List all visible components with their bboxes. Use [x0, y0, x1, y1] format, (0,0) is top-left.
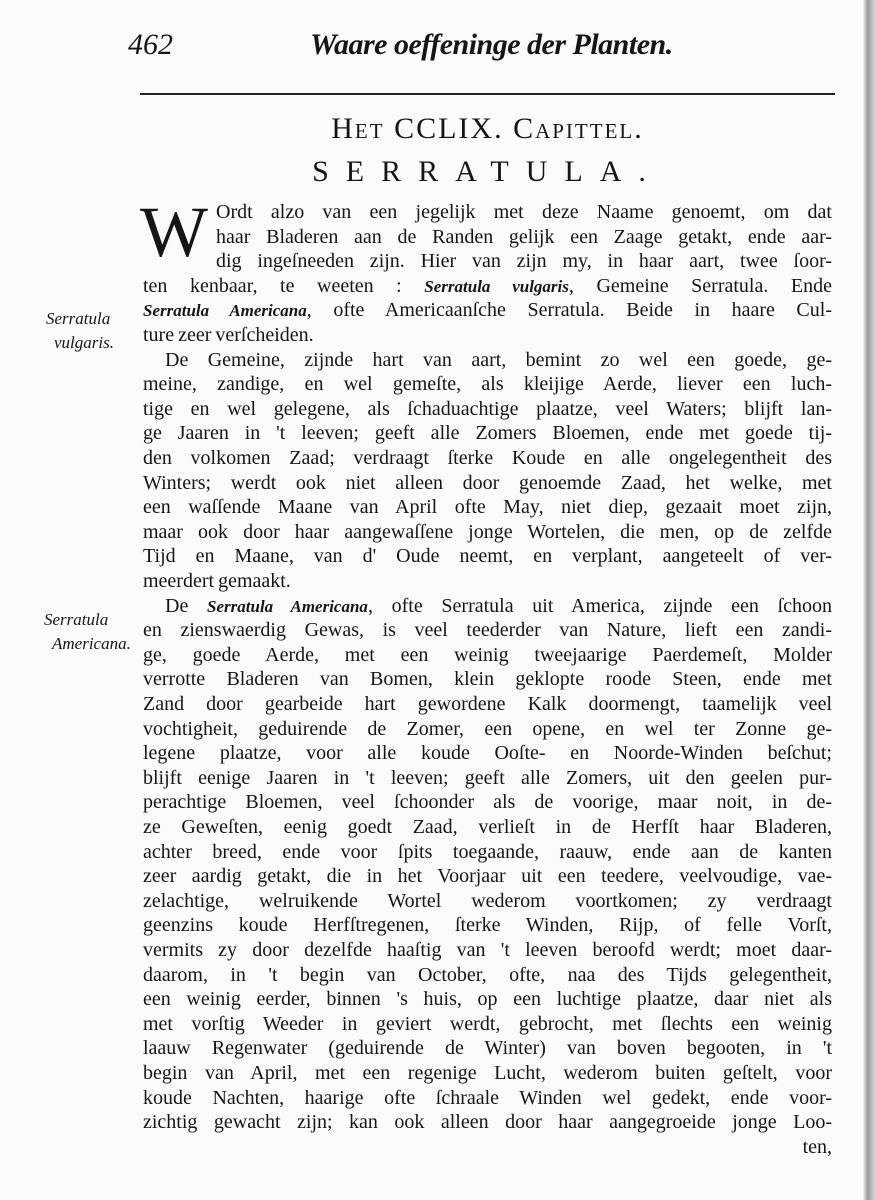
text-line — [143, 667, 832, 691]
text-line — [143, 1110, 832, 1134]
text-line — [143, 298, 832, 322]
text-line — [143, 938, 832, 962]
text-segment: tige en wel gelegene, als ſchaduachtige plaatze, veel Waters; blijft lan- — [143, 397, 832, 420]
chapter-heading: Het CCLIX. Capittel. — [331, 112, 644, 145]
text-segment: en zienswaerdig Gewas, is veel teederder van Nature, lieft een zandi- — [143, 619, 832, 642]
catchword: ten, — [802, 1135, 832, 1158]
text-segment: , Gemeine Serratula. Ende — [568, 274, 832, 297]
text-line — [165, 594, 832, 618]
margin-note: vulgaris. — [54, 333, 114, 352]
text-line — [143, 446, 832, 470]
text-line — [216, 249, 832, 273]
text-line — [143, 741, 832, 765]
text-segment: haar Bladeren aan de Randen gelijk een Zaage getakt, ende aar- — [216, 225, 832, 248]
text-segment: een weinig eerder, binnen 's huis, op een luchtige plaatze, daar niet als — [143, 988, 832, 1011]
text-segment: , ofte Americaanſche Serratula. Beide in haare Cul- — [306, 299, 832, 322]
text-line — [143, 323, 832, 347]
text-line — [143, 864, 832, 888]
text-segment: Winters; werdt ook niet alleen door genoemde Zaad, het welke, met — [143, 471, 832, 494]
text-line — [143, 766, 832, 790]
text-line — [143, 421, 832, 445]
text-segment: De Gemeine, zijnde hart van aart, bemint zo wel een goede, ge- — [165, 348, 832, 371]
text-segment: vermits zy door dezelfde haaſtig van 't leeven beroofd werdt; moet daar- — [143, 939, 832, 961]
text-line — [143, 1061, 832, 1085]
text-segment: , ofte Serratula uit America, zijnde een ſchoon — [367, 594, 833, 617]
text-segment: begin van April, met een regenige Lucht, wederom buiten geſtelt, voor — [143, 1062, 832, 1084]
text-line — [216, 225, 832, 249]
text-line — [143, 372, 832, 396]
text-segment: ze Geweſten, eenig goedt Zaad, verlieſt in de Herfſt haar Bladeren, — [143, 816, 832, 838]
text-line — [143, 815, 832, 839]
text-line — [143, 1036, 832, 1060]
text-segment: ture zeer verſcheiden. — [143, 324, 314, 346]
text-segment: perachtige Bloemen, veel ſchoonder als de voorige, maar noit, in de- — [143, 791, 832, 814]
text-segment: Ordt alzo van een jegelijk met deze Naame genoemt, om dat — [216, 201, 832, 223]
text-line — [143, 790, 832, 814]
text-segment: ten kenbaar, te weeten : — [143, 274, 425, 297]
text-segment: Zand door gearbeide hart gewordene Kalk doormengt, taamelijk veel — [143, 693, 832, 715]
text-line — [165, 348, 832, 372]
page-edge — [863, 0, 875, 1200]
text-segment: zeer aardig getakt, die in het Voorjaar uit een teedere, veelvoudige, vae- — [143, 865, 832, 888]
header-rule — [140, 93, 835, 95]
text-segment: koude Nachten, haarige ofte ſchraale Winden wel gedekt, ende voor- — [143, 1086, 832, 1109]
italic-term: Serratula Americana — [143, 301, 307, 321]
italic-term: Serratula vulgaris — [424, 276, 569, 296]
text-line — [143, 889, 832, 913]
text-segment: meine, zandige, en wel gemeſte, als kleijige Aerde, liever een luch- — [143, 373, 832, 396]
margin-note: Serratula — [44, 610, 109, 629]
text-line — [143, 840, 832, 864]
text-segment: zichtig gewacht zijn; kan ook alleen door haar aangegroeide jonge Loo- — [143, 1111, 832, 1134]
text-segment: geenzins koude Herfſtregenen, ſterke Winden, Rijp, of felle Vorſt, — [143, 914, 832, 937]
text-line — [143, 544, 832, 568]
text-line — [143, 520, 832, 544]
text-line — [143, 471, 832, 495]
text-segment: De — [165, 594, 208, 617]
text-line — [143, 495, 832, 519]
running-title: Waare oeffeninge der Planten. — [310, 28, 673, 61]
text-line — [143, 274, 832, 298]
text-line — [143, 913, 832, 937]
text-line — [143, 569, 832, 593]
text-line — [143, 618, 832, 642]
text-segment: legene plaatze, voor alle koude Ooſte- en Noorde-Winden beſchut; — [143, 742, 832, 765]
text-line — [143, 1012, 832, 1036]
text-segment: Tijd en Maane, van d' Oude neemt, en verplant, aangeteelt of ver- — [143, 545, 832, 568]
margin-note: Americana. — [52, 634, 131, 653]
text-segment: den volkomen Zaad; verdraagt ſterke Koude en alle ongelegentheit des — [143, 447, 832, 469]
text-line — [143, 643, 832, 667]
text-line — [216, 200, 832, 224]
margin-note: Serratula — [46, 309, 111, 328]
text-segment: meerdert gemaakt. — [143, 570, 291, 592]
text-segment: maar ook door haar aangewaſſene jonge Wortelen, die men, op de zelfde — [143, 520, 832, 543]
text-segment: laauw Regenwater (geduirende de Winter) van boven begooten, in 't — [143, 1037, 832, 1060]
drop-cap: W — [140, 192, 208, 272]
text-segment: ge, goede Aerde, met een weinig tweejaarige Paerdemeſt, Molder — [143, 643, 832, 666]
text-segment: met vorſtig Weeder in geviert werdt, gebrocht, met ſlechts een weinig — [143, 1012, 832, 1035]
page-number: 462 — [128, 28, 173, 61]
text-segment: zelachtige, welruikende Wortel wederom voortkomen; zy verdraagt — [143, 889, 832, 912]
text-line — [143, 692, 832, 716]
text-segment: dig ingeſneeden zijn. Hier van zijn my, in haar aart, twee ſoor- — [216, 250, 832, 273]
text-line — [143, 717, 832, 741]
text-segment: een waſſende Maane van April ofte May, niet diep, gezaait moet zijn, — [143, 496, 832, 519]
text-line — [143, 397, 832, 421]
italic-term: Serratula Americana — [207, 596, 368, 616]
text-line — [143, 963, 832, 987]
text-line — [143, 1086, 832, 1110]
text-segment: achter breed, ende voor ſpits toegaande, raauw, ende aan de kanten — [143, 840, 832, 863]
text-line — [143, 987, 832, 1011]
chapter-title: SERRATULA. — [312, 155, 663, 188]
text-segment: daarom, in 't begin van October, ofte, naa des Tijds gelegentheit, — [143, 963, 832, 986]
text-segment: verrotte Bladeren van Bomen, klein geklopte roode Steen, ende met — [143, 668, 832, 691]
text-segment: blijft eenige Jaaren in 't leeven; geeft alle Zomers, uit den geelen pur- — [143, 766, 832, 789]
text-segment: ge Jaaren in 't leeven; geeft alle Zomers Bloemen, ende met goede tij- — [143, 422, 832, 445]
text-segment: vochtigheit, geduirende de Zomer, een opene, en wel ter Zonne ge- — [143, 717, 832, 740]
